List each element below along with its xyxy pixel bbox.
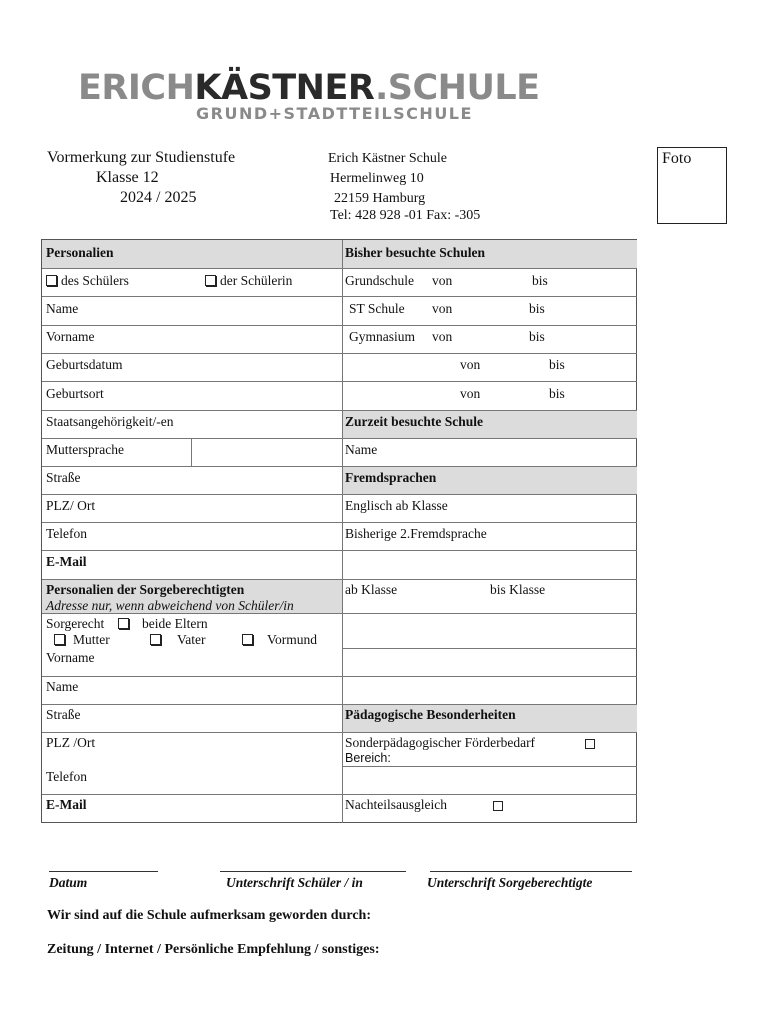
staatsangehoerigkeit-field[interactable]: Staatsangehörigkeit/-en: [46, 414, 174, 429]
sorge-plz-ort-field[interactable]: PLZ /Ort: [46, 735, 96, 750]
grundschule-bis[interactable]: bis: [532, 273, 548, 288]
shade-personalien-row: [42, 240, 637, 268]
mutter-label: Mutter: [73, 632, 110, 647]
row-line: [42, 676, 637, 677]
telefon-field[interactable]: Telefon: [46, 526, 88, 541]
checkbox-icon[interactable]: [242, 634, 253, 645]
sorge-header: Personalien der Sorgeberechtigten: [46, 582, 245, 597]
gymnasium-bis[interactable]: bis: [529, 329, 545, 344]
gymnasium-von[interactable]: von: [432, 329, 453, 344]
checkbox-des-schuelers[interactable]: [46, 273, 129, 289]
row-line: [42, 732, 637, 733]
checkbox-icon[interactable]: [205, 275, 216, 286]
checkbox-icon[interactable]: [150, 634, 161, 645]
grundschule-label: Grundschule: [345, 273, 414, 288]
source-question: Wir sind auf die Schule aufmerksam geworden durch:: [47, 908, 371, 923]
photo-box: Foto: [657, 147, 727, 224]
zweite-fremdsprache-field[interactable]: Bisherige 2.Fremdsprache: [345, 526, 487, 541]
nachteilsausgleich-label: Nachteilsausgleich: [345, 797, 447, 812]
other-school-1-bis[interactable]: bis: [549, 357, 565, 372]
st-schule-label: ST Schule: [349, 301, 405, 316]
row-line: [342, 766, 637, 767]
sorge-email-field[interactable]: E-Mail: [46, 797, 87, 812]
sorge-vorname-field[interactable]: Vorname: [46, 650, 95, 665]
vater-label: Vater: [177, 632, 206, 647]
checkbox-der-schuelerin[interactable]: [205, 273, 292, 289]
current-school-name-field[interactable]: Name: [345, 442, 378, 457]
row-line: [42, 438, 637, 439]
muttersprache-field[interactable]: Muttersprache: [46, 442, 124, 457]
form-title: Vormerkung zur Studienstufe: [47, 149, 236, 166]
paed-header: Pädagogische Besonderheiten: [345, 707, 516, 722]
st-schule-von[interactable]: von: [432, 301, 453, 316]
checkbox-vater[interactable]: [150, 632, 205, 648]
row-line: [42, 550, 637, 551]
email-field[interactable]: E-Mail: [46, 554, 87, 569]
datum-label: Datum: [49, 875, 88, 890]
vorname-field[interactable]: Vorname: [46, 329, 95, 344]
geburtsort-field[interactable]: Geburtsort: [46, 386, 104, 401]
bereich-field[interactable]: Bereich:: [345, 751, 391, 765]
sorge-note: Adresse nur, wenn abweichend von Schüler/in: [46, 598, 294, 613]
muttersprache-divider: [191, 438, 192, 466]
schueler-signature-label: Unterschrift Schüler / in: [226, 875, 363, 890]
nachteilsausgleich-checkbox[interactable]: [493, 798, 503, 814]
bis-klasse-field[interactable]: bis Klasse: [490, 582, 546, 597]
vormund-label: Vormund: [267, 632, 318, 647]
checkbox-vormund[interactable]: [242, 632, 317, 648]
fremdsprachen-header: Fremdsprachen: [345, 470, 437, 485]
zurzeit-header: Zurzeit besuchte Schule: [345, 414, 483, 429]
row-line: [342, 648, 637, 649]
personalien-header: Personalien: [46, 245, 114, 260]
row-line: [42, 268, 637, 269]
logo-part-erich: ERICH: [78, 68, 195, 108]
checkbox-icon[interactable]: [493, 801, 503, 811]
name-field[interactable]: Name: [46, 301, 79, 316]
strasse-field[interactable]: Straße: [46, 470, 81, 485]
sorgerecht-label: Sorgerecht: [46, 616, 105, 631]
geburtsdatum-field[interactable]: Geburtsdatum: [46, 357, 123, 372]
checkbox-mutter[interactable]: [54, 632, 110, 648]
checkbox-icon[interactable]: [54, 634, 65, 645]
foerderbedarf-label: Sonderpädagogischer Förderbedarf: [345, 735, 536, 750]
row-line: [42, 296, 637, 297]
bisher-header: Bisher besuchte Schulen: [345, 245, 486, 260]
row-line: [42, 794, 637, 795]
logo-subline: GRUND+STADTTEILSCHULE: [196, 104, 473, 123]
row-line: [42, 579, 637, 580]
row-line: [42, 353, 637, 354]
sorge-signature-line[interactable]: [430, 871, 632, 872]
sorge-strasse-field[interactable]: Straße: [46, 707, 81, 722]
logo-part-schule: .SCHULE: [374, 68, 540, 108]
source-options: Zeitung / Internet / Persönliche Empfehlung / sonstiges:: [47, 942, 380, 957]
row-line: [42, 466, 637, 467]
checkbox-beide-eltern[interactable]: [118, 618, 129, 629]
plz-ort-field[interactable]: PLZ/ Ort: [46, 498, 96, 513]
other-school-2-von[interactable]: von: [460, 386, 481, 401]
checkbox-icon[interactable]: [585, 739, 595, 749]
schueler-signature-line[interactable]: [220, 871, 406, 872]
foerderbedarf-checkbox[interactable]: [585, 736, 595, 752]
beide-eltern-label: beide Eltern: [141, 616, 208, 631]
sorge-signature-label: Unterschrift Sorgeberechtigte: [427, 875, 593, 890]
der-schuelerin-label: der Schülerin: [220, 273, 293, 288]
address-name: Erich Kästner Schule: [328, 151, 447, 166]
ab-klasse-field[interactable]: ab Klasse: [345, 582, 398, 597]
row-line: [42, 325, 637, 326]
school-logo: [78, 68, 540, 108]
row-line: [42, 522, 637, 523]
form-class: Klasse 12: [96, 169, 159, 186]
row-line: [42, 704, 637, 705]
address-phone: Tel: 428 928 -01 Fax: -305: [330, 208, 481, 223]
des-schuelers-label: des Schülers: [61, 273, 129, 288]
gymnasium-label: Gymnasium: [349, 329, 415, 344]
other-school-1-von[interactable]: von: [460, 357, 481, 372]
datum-signature-line[interactable]: [49, 871, 158, 872]
column-divider: [342, 240, 343, 823]
address-city: 22159 Hamburg: [334, 191, 426, 206]
row-line: [42, 494, 637, 495]
checkbox-icon[interactable]: [46, 275, 57, 286]
grundschule-von[interactable]: von: [432, 273, 453, 288]
sorgerecht-row: [46, 616, 208, 632]
sorge-name-field[interactable]: Name: [46, 679, 79, 694]
form-school-year: 2024 / 2025: [120, 189, 197, 206]
st-schule-bis[interactable]: bis: [529, 301, 545, 316]
form-table: [41, 239, 637, 823]
englisch-field[interactable]: Englisch ab Klasse: [345, 498, 448, 513]
other-school-2-bis[interactable]: bis: [549, 386, 565, 401]
row-line: [42, 410, 637, 411]
address-street: Hermelinweg 10: [330, 171, 424, 186]
logo-part-kaestner: KÄSTNER: [194, 68, 375, 108]
sorge-telefon-field[interactable]: Telefon: [46, 769, 88, 784]
row-line: [42, 381, 637, 382]
